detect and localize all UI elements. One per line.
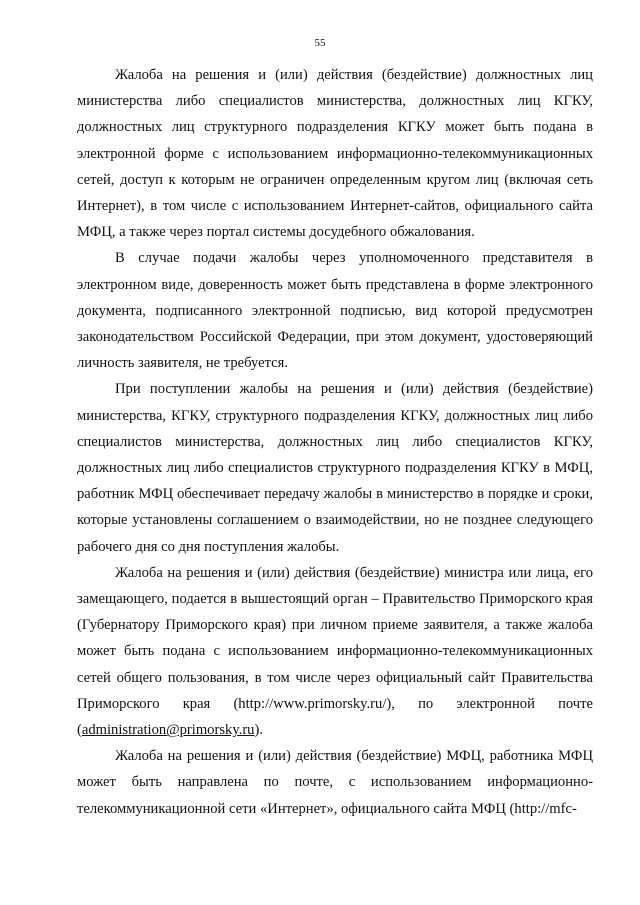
page-number: 55 [314, 37, 326, 49]
paragraph-mfc-transfer: При поступлении жалобы на решения и (или) действия (бездействие) министерства, КГКУ, структурного подразделения КГКУ, должностных лиц либо специалистов министерства, должностных лиц либо специалистов КГКУ, должностных лиц либо специалистов структурного подразделения КГКУ в МФЦ, работник МФЦ обеспечивает передачу жалобы в министерство в порядке и сроки, которые установлены соглашением о взаимодействии, но не позднее следующего рабочего дня со дня поступления жалобы. [77, 381, 593, 555]
paragraph-minister-complaint [77, 560, 593, 743]
paragraph-minister-complaint-text: Жалоба на решения и (или) действия (бездействие) министра или лица, его замещающего, подается в вышестоящий орган – Правительство Приморского края (Губернатору Приморского края) при личном приеме заявителя, а также жалоба может быть подана с использованием информационно-телекоммуникационных сетей общего пользования, в том числе через официальный сайт Правительства Приморского края (http://www.primorsky.ru/), по электронной почте ( [77, 564, 593, 739]
document-body [77, 62, 593, 822]
paragraph-mfc-complaint: Жалоба на решения и (или) действия (бездействие) МФЦ, работника МФЦ может быть направлена по почте, с использованием информационно-телекоммуникационной сети «Интернет», официального сайта МФЦ (http://mfc- [77, 748, 593, 817]
email-link[interactable]: administration@primorsky.ru [81, 722, 255, 739]
paragraph-minister-complaint-tail: ). [254, 722, 263, 739]
paragraph-representative: В случае подачи жалобы через уполномоченного представителя в электронном виде, доверенность может быть представлена в форме электронного документа, подписанного электронной подписью, вид которой предусмотрен законодательством Российской Федерации, при этом документ, удостоверяющий личность заявителя, не требуется. [77, 250, 593, 372]
paragraph-electronic-complaint: Жалоба на решения и (или) действия (бездействие) должностных лиц министерства либо специалистов министерства, должностных лиц КГКУ, должностных лиц структурного подразделения КГКУ может быть подана в электронной форме с использованием информационно-телекоммуникационных сетей, доступ к которым не ограничен определенным кругом лиц (включая сеть Интернет), в том числе с использованием Интернет-сайтов, официального сайта МФЦ, а также через портал системы досудебного обжалования. [77, 67, 593, 241]
